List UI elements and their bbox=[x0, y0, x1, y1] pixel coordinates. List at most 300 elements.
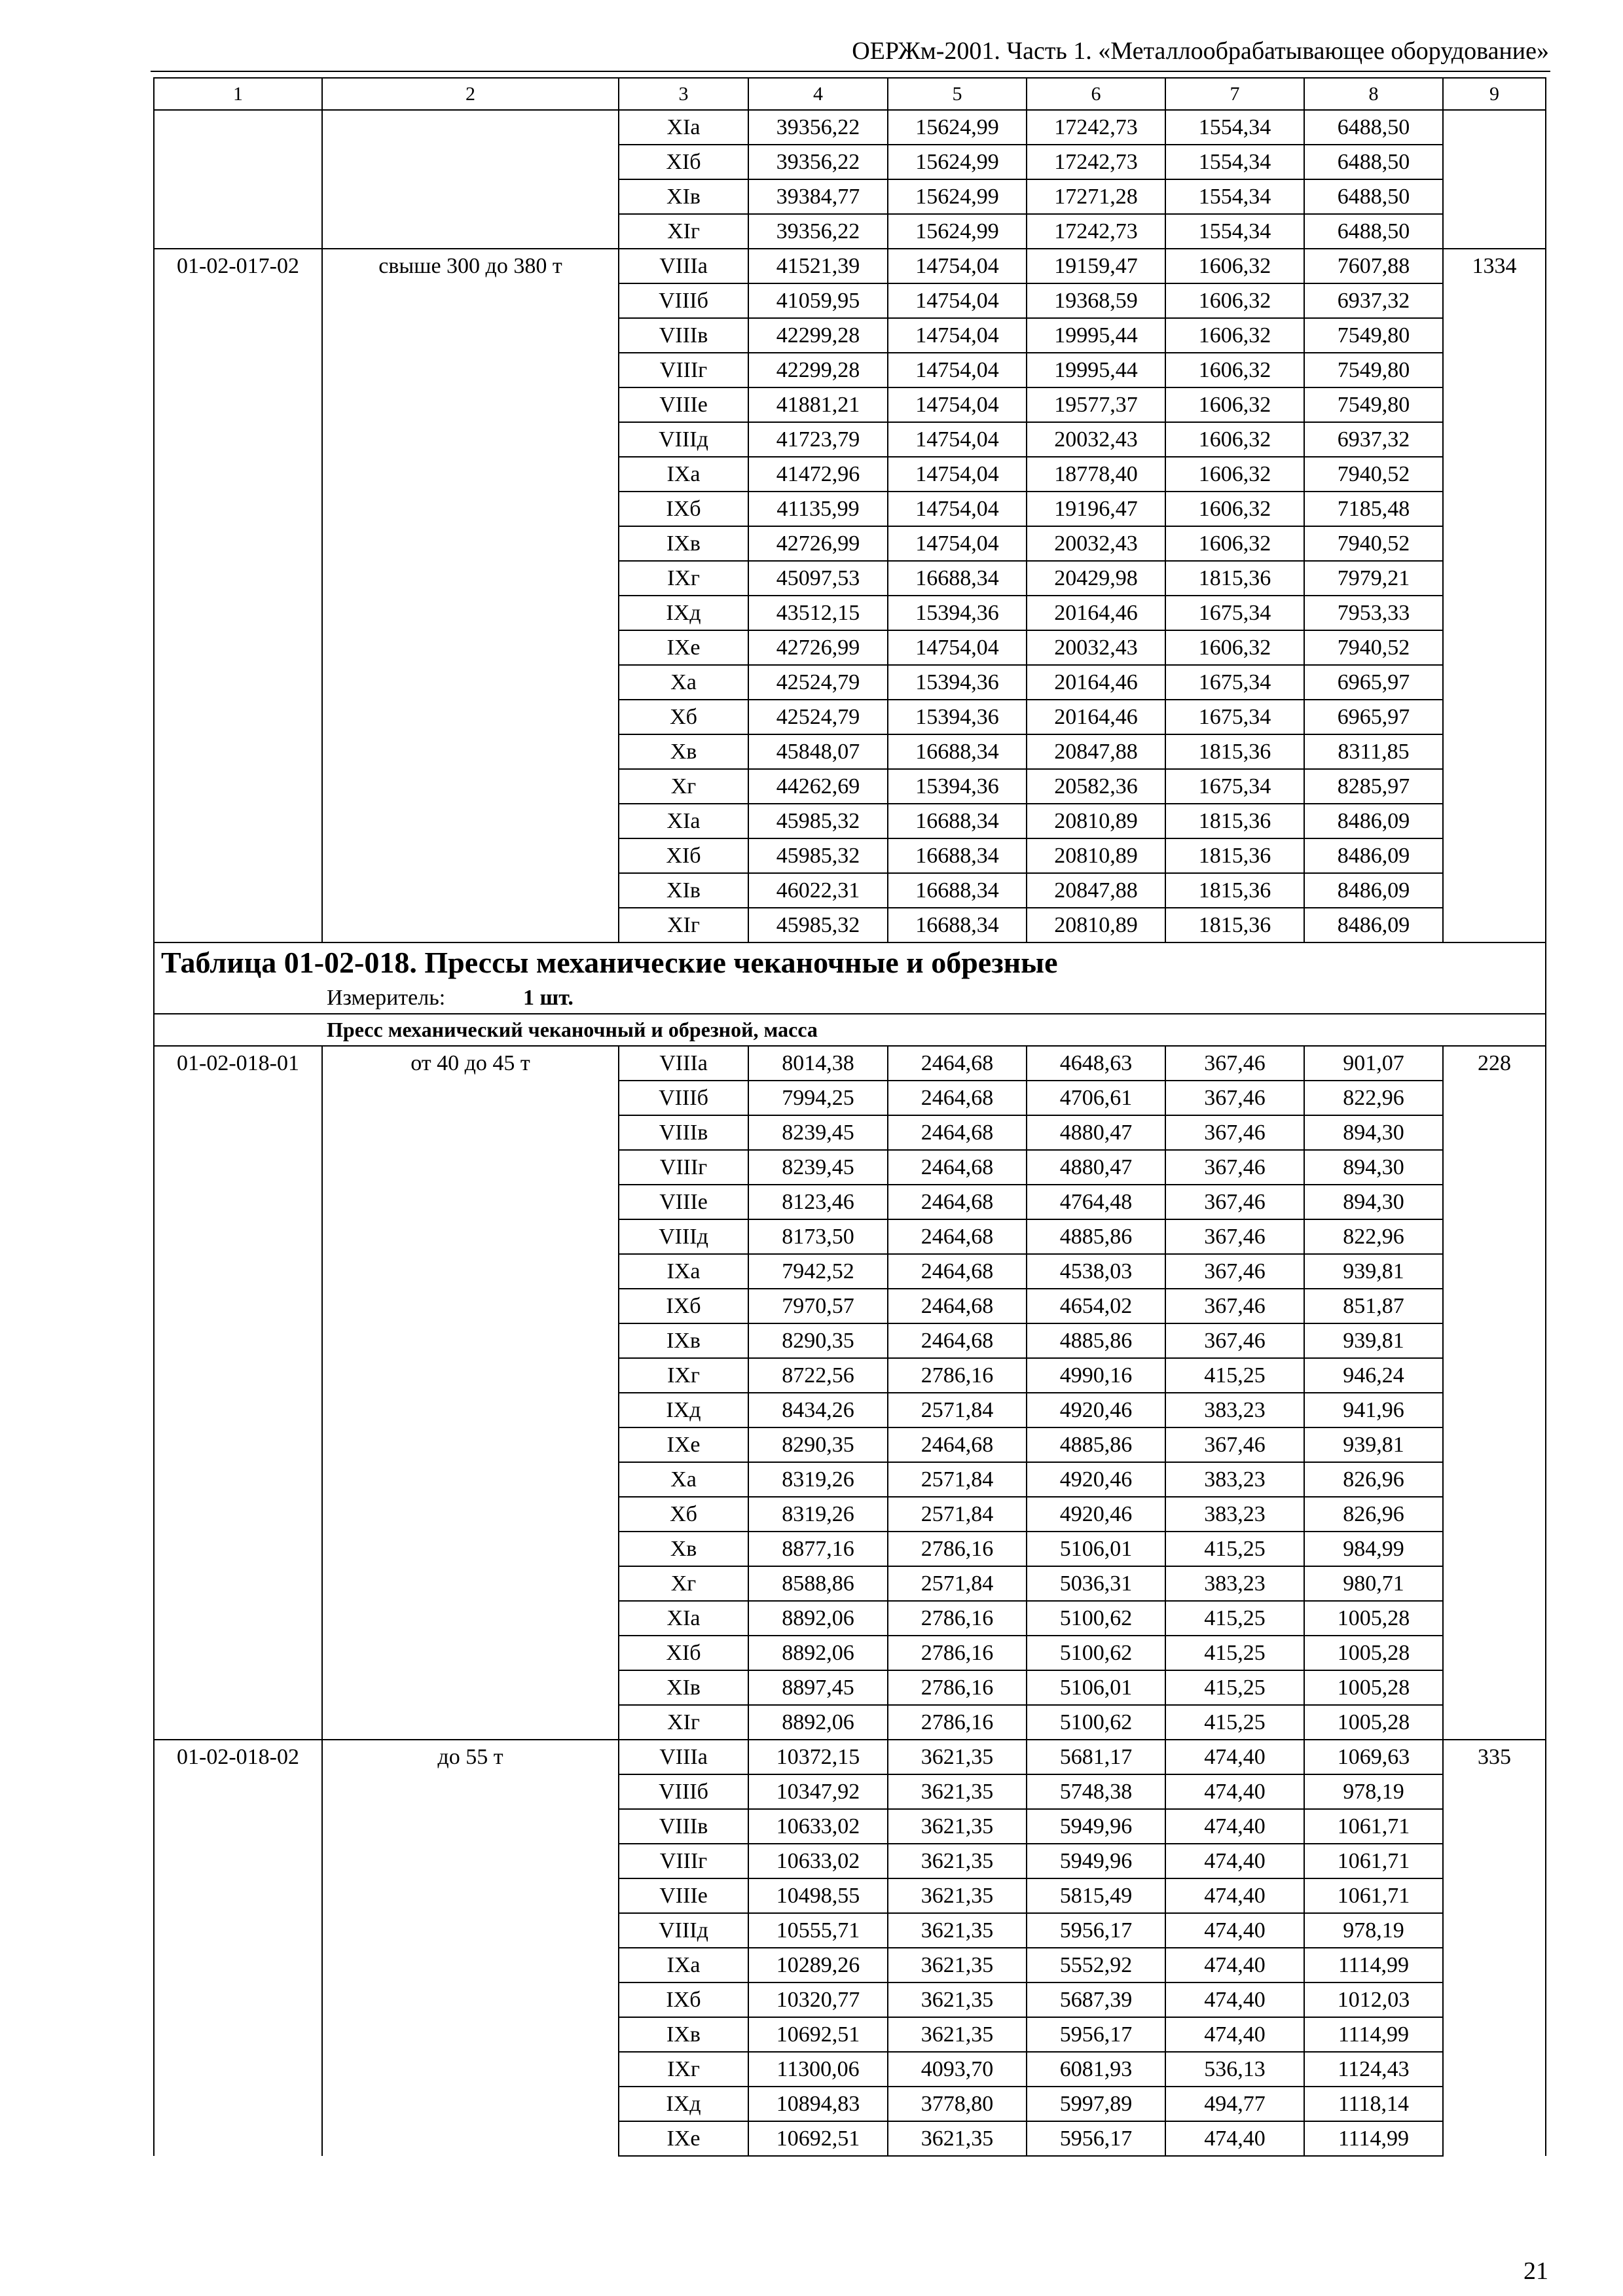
cost-value: 5956,17 bbox=[1027, 2017, 1165, 2052]
cost-value: 3621,35 bbox=[888, 1913, 1027, 1948]
cost-value: 8434,26 bbox=[748, 1393, 888, 1427]
cost-value: 1606,32 bbox=[1165, 283, 1304, 318]
cost-value: 5100,62 bbox=[1027, 1705, 1165, 1740]
cost-value: 10633,02 bbox=[748, 1844, 888, 1878]
cost-value: 367,46 bbox=[1165, 1150, 1304, 1185]
cost-value: 415,25 bbox=[1165, 1670, 1304, 1705]
cost-value: 41472,96 bbox=[748, 457, 888, 492]
region-code: XIв bbox=[619, 873, 748, 908]
cost-value: 5687,39 bbox=[1027, 1982, 1165, 2017]
cost-value: 1012,03 bbox=[1304, 1982, 1443, 2017]
cost-value: 16688,34 bbox=[888, 561, 1027, 596]
cost-value: 20810,89 bbox=[1027, 804, 1165, 838]
cost-value: 19995,44 bbox=[1027, 353, 1165, 387]
cost-value: 6937,32 bbox=[1304, 422, 1443, 457]
cost-value: 2786,16 bbox=[888, 1358, 1027, 1393]
cost-value: 2464,68 bbox=[888, 1289, 1027, 1323]
cost-value: 41135,99 bbox=[748, 492, 888, 526]
column-number: 8 bbox=[1304, 78, 1443, 110]
region-code: VIIIд bbox=[619, 422, 748, 457]
cost-value: 17271,28 bbox=[1027, 179, 1165, 214]
cost-value: 20032,43 bbox=[1027, 422, 1165, 457]
cost-value: 474,40 bbox=[1165, 1844, 1304, 1878]
cost-value: 474,40 bbox=[1165, 1740, 1304, 1774]
cost-value: 1554,34 bbox=[1165, 179, 1304, 214]
cost-value: 8311,85 bbox=[1304, 734, 1443, 769]
cost-value: 41059,95 bbox=[748, 283, 888, 318]
cost-value: 2464,68 bbox=[888, 1150, 1027, 1185]
cost-value: 2571,84 bbox=[888, 1462, 1027, 1497]
cost-value: 1061,71 bbox=[1304, 1809, 1443, 1844]
cost-value: 474,40 bbox=[1165, 2121, 1304, 2156]
cost-value: 2464,68 bbox=[888, 1219, 1027, 1254]
cost-value: 1675,34 bbox=[1165, 769, 1304, 804]
cost-value: 367,46 bbox=[1165, 1081, 1304, 1115]
cost-value: 415,25 bbox=[1165, 1636, 1304, 1670]
cost-value: 367,46 bbox=[1165, 1289, 1304, 1323]
cost-value: 6937,32 bbox=[1304, 283, 1443, 318]
cost-value: 7607,88 bbox=[1304, 249, 1443, 283]
region-code: Xа bbox=[619, 665, 748, 700]
cost-value: 17242,73 bbox=[1027, 110, 1165, 145]
page-number: 21 bbox=[1523, 2257, 1548, 2285]
cost-value: 1815,36 bbox=[1165, 908, 1304, 942]
equipment-description: до 55 т bbox=[322, 1740, 619, 2156]
cost-value: 1606,32 bbox=[1165, 457, 1304, 492]
cost-value: 3621,35 bbox=[888, 1740, 1027, 1774]
cost-value: 415,25 bbox=[1165, 1601, 1304, 1636]
cost-value: 20847,88 bbox=[1027, 734, 1165, 769]
cost-value: 415,25 bbox=[1165, 1705, 1304, 1740]
column-number: 5 bbox=[888, 78, 1027, 110]
labor-value: 228 bbox=[1443, 1046, 1546, 1740]
section-row bbox=[154, 1014, 1546, 1046]
cost-value: 1815,36 bbox=[1165, 561, 1304, 596]
cost-value: 15624,99 bbox=[888, 110, 1027, 145]
cost-value: 3621,35 bbox=[888, 1774, 1027, 1809]
cost-value: 1606,32 bbox=[1165, 249, 1304, 283]
cost-value: 5106,01 bbox=[1027, 1532, 1165, 1566]
column-number: 3 bbox=[619, 78, 748, 110]
cost-value: 8285,97 bbox=[1304, 769, 1443, 804]
cost-value: 5681,17 bbox=[1027, 1740, 1165, 1774]
cost-value: 1606,32 bbox=[1165, 353, 1304, 387]
region-code: VIIIд bbox=[619, 1913, 748, 1948]
cost-value: 8722,56 bbox=[748, 1358, 888, 1393]
column-number: 7 bbox=[1165, 78, 1304, 110]
table-row bbox=[154, 110, 1546, 145]
cost-value: 7940,52 bbox=[1304, 526, 1443, 561]
cost-value: 1061,71 bbox=[1304, 1844, 1443, 1878]
region-code: XIб bbox=[619, 145, 748, 179]
cost-value: 10498,55 bbox=[748, 1878, 888, 1913]
cost-value: 2464,68 bbox=[888, 1046, 1027, 1081]
cost-value: 14754,04 bbox=[888, 318, 1027, 353]
cost-value: 8173,50 bbox=[748, 1219, 888, 1254]
cost-value: 1114,99 bbox=[1304, 1948, 1443, 1982]
region-code: XIб bbox=[619, 1636, 748, 1670]
cost-value: 10633,02 bbox=[748, 1809, 888, 1844]
cost-value: 20582,36 bbox=[1027, 769, 1165, 804]
cost-value: 894,30 bbox=[1304, 1115, 1443, 1150]
region-code: XIг bbox=[619, 214, 748, 249]
cost-value: 1114,99 bbox=[1304, 2017, 1443, 2052]
cost-value: 2786,16 bbox=[888, 1532, 1027, 1566]
region-code: XIа bbox=[619, 110, 748, 145]
region-code: IXа bbox=[619, 1948, 748, 1982]
region-code: Xв bbox=[619, 1532, 748, 1566]
cost-value: 17242,73 bbox=[1027, 145, 1165, 179]
cost-value: 1606,32 bbox=[1165, 492, 1304, 526]
cost-value: 46022,31 bbox=[748, 873, 888, 908]
cost-value: 1606,32 bbox=[1165, 526, 1304, 561]
column-number: 9 bbox=[1443, 78, 1546, 110]
cost-value: 894,30 bbox=[1304, 1150, 1443, 1185]
cost-value: 2464,68 bbox=[888, 1254, 1027, 1289]
cost-value: 41521,39 bbox=[748, 249, 888, 283]
cost-value: 7953,33 bbox=[1304, 596, 1443, 630]
cost-value: 14754,04 bbox=[888, 457, 1027, 492]
cost-value: 3621,35 bbox=[888, 2017, 1027, 2052]
region-code: VIIIб bbox=[619, 1081, 748, 1115]
cost-value: 16688,34 bbox=[888, 908, 1027, 942]
cost-value: 1124,43 bbox=[1304, 2052, 1443, 2087]
cost-value: 1554,34 bbox=[1165, 110, 1304, 145]
region-code: VIIIв bbox=[619, 1809, 748, 1844]
cost-value: 45097,53 bbox=[748, 561, 888, 596]
cost-value: 10347,92 bbox=[748, 1774, 888, 1809]
cost-value: 822,96 bbox=[1304, 1081, 1443, 1115]
cost-value: 6488,50 bbox=[1304, 179, 1443, 214]
cost-value: 474,40 bbox=[1165, 2017, 1304, 2052]
region-code: IXа bbox=[619, 1254, 748, 1289]
region-code: Xа bbox=[619, 1462, 748, 1497]
region-code: VIIIб bbox=[619, 283, 748, 318]
cost-value: 5949,96 bbox=[1027, 1809, 1165, 1844]
cost-value: 415,25 bbox=[1165, 1358, 1304, 1393]
equipment-description: от 40 до 45 т bbox=[322, 1046, 619, 1740]
cost-value: 939,81 bbox=[1304, 1427, 1443, 1462]
cost-value: 6965,97 bbox=[1304, 700, 1443, 734]
cost-value: 4093,70 bbox=[888, 2052, 1027, 2087]
equipment-description: свыше 300 до 380 т bbox=[322, 249, 619, 942]
cost-value: 1005,28 bbox=[1304, 1705, 1443, 1740]
cost-value: 41881,21 bbox=[748, 387, 888, 422]
cost-value: 367,46 bbox=[1165, 1185, 1304, 1219]
cost-value: 8239,45 bbox=[748, 1150, 888, 1185]
table-title-row bbox=[154, 942, 1546, 982]
region-code: Xб bbox=[619, 1497, 748, 1532]
cost-value: 20429,98 bbox=[1027, 561, 1165, 596]
region-code: IXб bbox=[619, 492, 748, 526]
cost-value: 44262,69 bbox=[748, 769, 888, 804]
cost-value: 17242,73 bbox=[1027, 214, 1165, 249]
cost-value: 1554,34 bbox=[1165, 214, 1304, 249]
cost-value: 2464,68 bbox=[888, 1115, 1027, 1150]
cost-value: 8588,86 bbox=[748, 1566, 888, 1601]
cost-value: 1606,32 bbox=[1165, 318, 1304, 353]
cost-value: 8486,09 bbox=[1304, 838, 1443, 873]
cost-value: 2464,68 bbox=[888, 1323, 1027, 1358]
cost-value: 3621,35 bbox=[888, 1878, 1027, 1913]
region-code: XIв bbox=[619, 1670, 748, 1705]
cost-value: 14754,04 bbox=[888, 422, 1027, 457]
cost-value: 6488,50 bbox=[1304, 214, 1443, 249]
cost-value: 383,23 bbox=[1165, 1393, 1304, 1427]
section-cell bbox=[154, 1014, 1546, 1046]
cost-value: 20810,89 bbox=[1027, 838, 1165, 873]
cost-value: 2786,16 bbox=[888, 1636, 1027, 1670]
cost-value: 822,96 bbox=[1304, 1219, 1443, 1254]
cost-value: 980,71 bbox=[1304, 1566, 1443, 1601]
cost-value: 978,19 bbox=[1304, 1774, 1443, 1809]
cost-value: 15394,36 bbox=[888, 665, 1027, 700]
cost-value: 14754,04 bbox=[888, 249, 1027, 283]
cost-value: 19577,37 bbox=[1027, 387, 1165, 422]
region-code: Xв bbox=[619, 734, 748, 769]
rate-code: 01-02-017-02 bbox=[154, 249, 322, 942]
region-code: VIIIг bbox=[619, 1150, 748, 1185]
cost-value: 6081,93 bbox=[1027, 2052, 1165, 2087]
cost-value: 1554,34 bbox=[1165, 145, 1304, 179]
table-row bbox=[154, 1046, 1546, 1081]
cost-value: 2786,16 bbox=[888, 1601, 1027, 1636]
cost-value: 1815,36 bbox=[1165, 804, 1304, 838]
cost-value: 4764,48 bbox=[1027, 1185, 1165, 1219]
rate-code: 01-02-018-02 bbox=[154, 1740, 322, 2156]
cost-value: 45985,32 bbox=[748, 838, 888, 873]
rates-table bbox=[153, 77, 1546, 2157]
region-code: IXв bbox=[619, 1323, 748, 1358]
cost-value: 18778,40 bbox=[1027, 457, 1165, 492]
cost-value: 19368,59 bbox=[1027, 283, 1165, 318]
cost-value: 2786,16 bbox=[888, 1705, 1027, 1740]
cost-value: 39356,22 bbox=[748, 110, 888, 145]
meter-row bbox=[154, 982, 1546, 1014]
cost-value: 16688,34 bbox=[888, 838, 1027, 873]
cost-value: 20032,43 bbox=[1027, 630, 1165, 665]
cost-value: 383,23 bbox=[1165, 1566, 1304, 1601]
cost-value: 2571,84 bbox=[888, 1566, 1027, 1601]
cost-value: 7549,80 bbox=[1304, 318, 1443, 353]
cost-value: 941,96 bbox=[1304, 1393, 1443, 1427]
column-number-row bbox=[154, 78, 1546, 110]
cost-value: 42299,28 bbox=[748, 353, 888, 387]
cost-value: 8290,35 bbox=[748, 1427, 888, 1462]
region-code: XIг bbox=[619, 1705, 748, 1740]
cost-value: 2571,84 bbox=[888, 1497, 1027, 1532]
cost-value: 7549,80 bbox=[1304, 353, 1443, 387]
cost-value: 1118,14 bbox=[1304, 2087, 1443, 2121]
region-code: Xг bbox=[619, 1566, 748, 1601]
cost-value: 4654,02 bbox=[1027, 1289, 1165, 1323]
cost-value: 4706,61 bbox=[1027, 1081, 1165, 1115]
cost-value: 16688,34 bbox=[888, 804, 1027, 838]
region-code: Xг bbox=[619, 769, 748, 804]
cost-value: 6488,50 bbox=[1304, 145, 1443, 179]
region-code: IXд bbox=[619, 596, 748, 630]
cost-value: 3621,35 bbox=[888, 1982, 1027, 2017]
cost-value: 15624,99 bbox=[888, 145, 1027, 179]
region-code: IXе bbox=[619, 2121, 748, 2156]
cost-value: 4538,03 bbox=[1027, 1254, 1165, 1289]
cost-value: 2786,16 bbox=[888, 1670, 1027, 1705]
labor-value: 335 bbox=[1443, 1740, 1546, 2156]
cost-value: 5815,49 bbox=[1027, 1878, 1165, 1913]
cost-value: 41723,79 bbox=[748, 422, 888, 457]
region-code: VIIIд bbox=[619, 1219, 748, 1254]
cost-value: 20164,46 bbox=[1027, 665, 1165, 700]
cost-value: 42524,79 bbox=[748, 700, 888, 734]
cost-value: 8877,16 bbox=[748, 1532, 888, 1566]
cost-value: 5552,92 bbox=[1027, 1948, 1165, 1982]
cost-value: 1005,28 bbox=[1304, 1670, 1443, 1705]
cost-value: 826,96 bbox=[1304, 1462, 1443, 1497]
cost-value: 826,96 bbox=[1304, 1497, 1443, 1532]
cost-value: 978,19 bbox=[1304, 1913, 1443, 1948]
region-code: Xб bbox=[619, 700, 748, 734]
rates-table-body bbox=[154, 78, 1546, 2156]
region-code: VIIIг bbox=[619, 1844, 748, 1878]
region-code: IXг bbox=[619, 2052, 748, 2087]
cost-value: 8486,09 bbox=[1304, 873, 1443, 908]
cost-value: 45985,32 bbox=[748, 908, 888, 942]
cost-value: 15394,36 bbox=[888, 769, 1027, 804]
column-number: 1 bbox=[154, 78, 322, 110]
column-number: 6 bbox=[1027, 78, 1165, 110]
cost-value: 15394,36 bbox=[888, 596, 1027, 630]
cost-value: 10555,71 bbox=[748, 1913, 888, 1948]
meter-label: Измеритель: bbox=[327, 986, 446, 1010]
cost-value: 8123,46 bbox=[748, 1185, 888, 1219]
cost-value: 19995,44 bbox=[1027, 318, 1165, 353]
cost-value: 15394,36 bbox=[888, 700, 1027, 734]
cost-value: 1606,32 bbox=[1165, 630, 1304, 665]
region-code: VIIIг bbox=[619, 353, 748, 387]
table-title: Таблица 01-02-018. Прессы механические чеканочные и обрезные bbox=[154, 942, 1546, 982]
cost-value: 7185,48 bbox=[1304, 492, 1443, 526]
cost-value: 6965,97 bbox=[1304, 665, 1443, 700]
cost-value: 10289,26 bbox=[748, 1948, 888, 1982]
cost-value: 3621,35 bbox=[888, 1844, 1027, 1878]
cost-value: 7549,80 bbox=[1304, 387, 1443, 422]
cost-value: 1061,71 bbox=[1304, 1878, 1443, 1913]
cost-value: 7970,57 bbox=[748, 1289, 888, 1323]
cost-value: 4920,46 bbox=[1027, 1462, 1165, 1497]
cost-value: 1114,99 bbox=[1304, 2121, 1443, 2156]
cost-value: 894,30 bbox=[1304, 1185, 1443, 1219]
cost-value: 8486,09 bbox=[1304, 908, 1443, 942]
cost-value: 1675,34 bbox=[1165, 665, 1304, 700]
labor-value: 1334 bbox=[1443, 249, 1546, 942]
cost-value: 19159,47 bbox=[1027, 249, 1165, 283]
cost-value: 8014,38 bbox=[748, 1046, 888, 1081]
cost-value: 367,46 bbox=[1165, 1254, 1304, 1289]
cost-value: 42524,79 bbox=[748, 665, 888, 700]
cost-value: 4885,86 bbox=[1027, 1427, 1165, 1462]
cost-value: 4920,46 bbox=[1027, 1393, 1165, 1427]
cost-value: 5956,17 bbox=[1027, 1913, 1165, 1948]
cost-value: 8892,06 bbox=[748, 1636, 888, 1670]
cost-value: 10894,83 bbox=[748, 2087, 888, 2121]
cost-value: 45985,32 bbox=[748, 804, 888, 838]
document-header-title: ОЕРЖм-2001. Часть 1. «Металлообрабатывающее оборудование» bbox=[852, 37, 1549, 65]
region-code: VIIIб bbox=[619, 1774, 748, 1809]
cost-value: 7940,52 bbox=[1304, 457, 1443, 492]
cost-value: 15624,99 bbox=[888, 179, 1027, 214]
cost-value: 10320,77 bbox=[748, 1982, 888, 2017]
cost-value: 4885,86 bbox=[1027, 1219, 1165, 1254]
region-code: IXа bbox=[619, 457, 748, 492]
cost-value: 984,99 bbox=[1304, 1532, 1443, 1566]
cost-value: 8897,45 bbox=[748, 1670, 888, 1705]
cost-value: 383,23 bbox=[1165, 1497, 1304, 1532]
cost-value: 20810,89 bbox=[1027, 908, 1165, 942]
cost-value: 8239,45 bbox=[748, 1115, 888, 1150]
cost-value: 14754,04 bbox=[888, 353, 1027, 387]
cost-value: 5100,62 bbox=[1027, 1636, 1165, 1670]
column-number: 4 bbox=[748, 78, 888, 110]
cost-value: 8290,35 bbox=[748, 1323, 888, 1358]
region-code: IXг bbox=[619, 561, 748, 596]
cost-value: 3621,35 bbox=[888, 1809, 1027, 1844]
cost-value: 8892,06 bbox=[748, 1601, 888, 1636]
cost-value: 474,40 bbox=[1165, 1982, 1304, 2017]
cost-value: 367,46 bbox=[1165, 1323, 1304, 1358]
cost-value: 1815,36 bbox=[1165, 838, 1304, 873]
cost-value: 8892,06 bbox=[748, 1705, 888, 1740]
cost-value: 39384,77 bbox=[748, 179, 888, 214]
cost-value: 19196,47 bbox=[1027, 492, 1165, 526]
cost-value: 4880,47 bbox=[1027, 1150, 1165, 1185]
cost-value: 10692,51 bbox=[748, 2121, 888, 2156]
cost-value: 2571,84 bbox=[888, 1393, 1027, 1427]
cost-value: 939,81 bbox=[1304, 1254, 1443, 1289]
region-code: IXг bbox=[619, 1358, 748, 1393]
cost-value: 3778,80 bbox=[888, 2087, 1027, 2121]
cost-value: 8319,26 bbox=[748, 1497, 888, 1532]
cost-value: 415,25 bbox=[1165, 1532, 1304, 1566]
region-code: VIIIе bbox=[619, 387, 748, 422]
table-row bbox=[154, 249, 1546, 283]
cost-value: 474,40 bbox=[1165, 1774, 1304, 1809]
cost-value: 4880,47 bbox=[1027, 1115, 1165, 1150]
cost-value: 1815,36 bbox=[1165, 873, 1304, 908]
cost-value: 1005,28 bbox=[1304, 1601, 1443, 1636]
cost-value: 5100,62 bbox=[1027, 1601, 1165, 1636]
region-code: XIв bbox=[619, 179, 748, 214]
column-number: 2 bbox=[322, 78, 619, 110]
cost-value: 474,40 bbox=[1165, 1948, 1304, 1982]
cost-value: 4648,63 bbox=[1027, 1046, 1165, 1081]
cost-value: 42299,28 bbox=[748, 318, 888, 353]
region-code: VIIIе bbox=[619, 1185, 748, 1219]
cost-value: 5748,38 bbox=[1027, 1774, 1165, 1809]
region-code: IXб bbox=[619, 1289, 748, 1323]
cost-value: 4990,16 bbox=[1027, 1358, 1165, 1393]
cost-value: 14754,04 bbox=[888, 492, 1027, 526]
cost-value: 8319,26 bbox=[748, 1462, 888, 1497]
cost-value: 5036,31 bbox=[1027, 1566, 1165, 1601]
cost-value: 43512,15 bbox=[748, 596, 888, 630]
cost-value: 367,46 bbox=[1165, 1427, 1304, 1462]
cost-value: 14754,04 bbox=[888, 630, 1027, 665]
rate-code: 01-02-018-01 bbox=[154, 1046, 322, 1740]
cost-value: 1675,34 bbox=[1165, 700, 1304, 734]
cost-value: 1606,32 bbox=[1165, 387, 1304, 422]
cost-value: 5949,96 bbox=[1027, 1844, 1165, 1878]
cost-value: 3621,35 bbox=[888, 1948, 1027, 1982]
